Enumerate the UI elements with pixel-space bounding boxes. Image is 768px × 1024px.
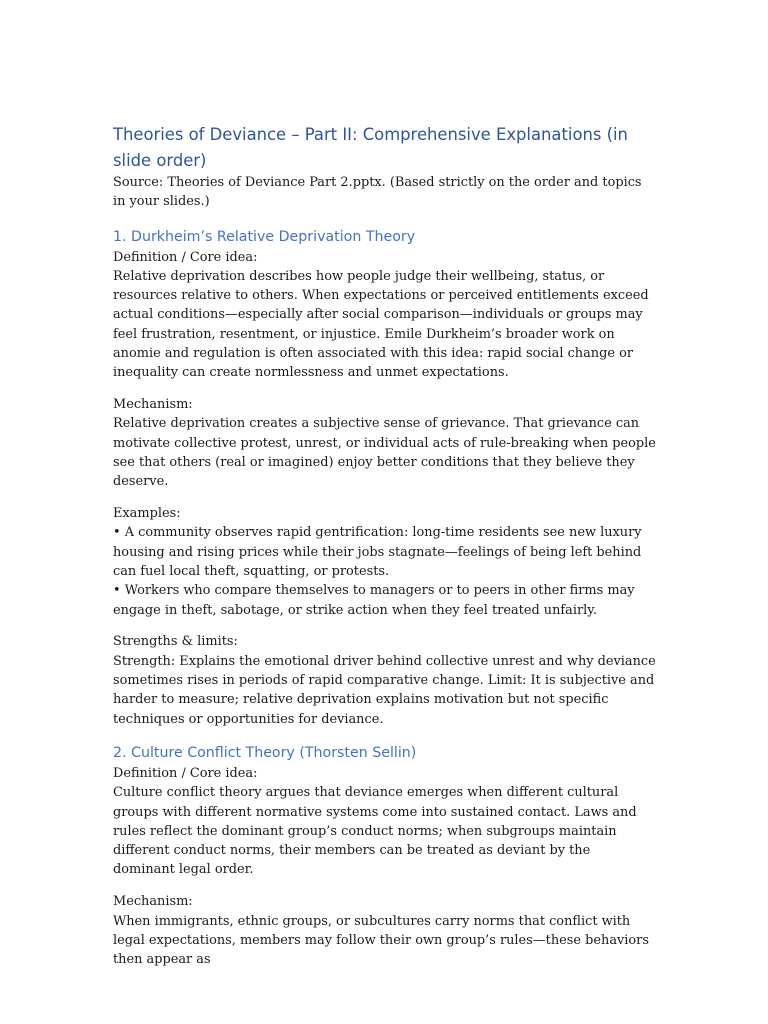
definition-text: Culture conflict theory argues that deviance emerges when different cultural groups with different normative systems come into sustained contact. Laws and rules reflect the dominant group’s conduct norms; when subgroups maintain different conduct norms, their members can be treated as deviant by the dominant legal order. <box>113 785 637 878</box>
strengths-limits-text: Strength: Explains the emotional driver behind collective unrest and why deviance sometimes rises in periods of rapid comparative change. Limit: It is subjective and harder to measure; relative deprivation explains motivation but not specific techniques or opportunities for deviance. <box>113 653 656 727</box>
example-item: • A community observes rapid gentrification: long-time residents see new luxury housing and rising prices while their jobs stagnate—feelings of being left behind can fuel local theft, squatting, or protests. <box>113 525 642 580</box>
mechanism-label: Mechanism: <box>113 894 193 910</box>
example-item: • Workers who compare themselves to managers or to peers in other firms may engage in theft, sabotage, or strike action when they feel treated unfairly. <box>113 583 635 618</box>
section-heading-culture-conflict: 2. Culture Conflict Theory (Thorsten Sellin) <box>113 744 417 761</box>
mechanism-label: Mechanism: <box>113 397 193 413</box>
definition-text: Relative deprivation describes how people judge their wellbeing, status, or resources relative to others. When expectations or perceived entitlements exceed actual conditions—especially after social comparison—individuals or groups may feel frustration, resentment, or injustice. Emile Durkheim’s broader work on anomie and regulation is often associated with this idea: rapid social change or inequality can create normlessness and unmet expectations. <box>113 268 649 381</box>
mechanism-text: Relative deprivation creates a subjective sense of grievance. That grievance can motivate collective protest, unrest, or individual acts of rule-breaking when people see that others (real or imagined) enjoy better conditions that they believe they deserve. <box>113 416 656 490</box>
mechanism-text: When immigrants, ethnic groups, or subcultures carry norms that conflict with legal expectations, members may follow their own group’s rules—these behaviors then appear as <box>113 913 649 968</box>
source-note: Source: Theories of Deviance Part 2.pptx. (Based strictly on the order and topics in your slides.) <box>113 175 642 210</box>
document-title: Theories of Deviance – Part II: Comprehensive Explanations (in slide order) <box>113 125 628 170</box>
section-heading-relative-deprivation: 1. Durkheim’s Relative Deprivation Theory <box>113 228 416 245</box>
examples-label: Examples: <box>113 506 181 522</box>
strengths-limits-label: Strengths & limits: <box>113 634 238 650</box>
definition-label: Definition / Core idea: <box>113 249 258 265</box>
definition-label: Definition / Core idea: <box>113 765 258 781</box>
